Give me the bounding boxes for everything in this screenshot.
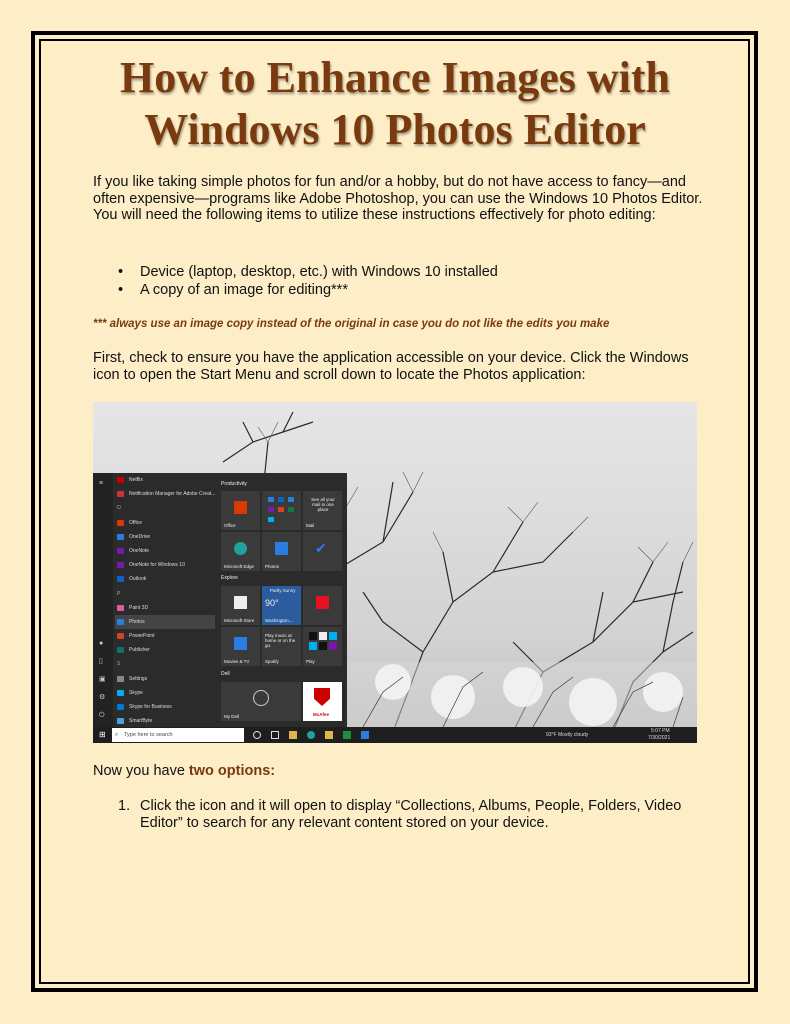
app-icon: [117, 562, 124, 568]
edge-taskbar-icon[interactable]: [307, 731, 315, 739]
windows-start-icon[interactable]: ⊞: [99, 730, 106, 739]
app-label: Skype for Business: [129, 704, 172, 710]
app-icon: [117, 704, 124, 710]
taskbar: [93, 727, 697, 743]
app-icon: [117, 633, 124, 639]
taskbar-time[interactable]: 5:07 PM: [651, 728, 670, 734]
mail-tile-text: See all your mail in one place: [311, 497, 335, 512]
app-label: OneDrive: [129, 533, 151, 540]
tile-label: Movies & TV: [224, 659, 250, 664]
office-apps-tile[interactable]: [262, 491, 301, 530]
play-tile[interactable]: [303, 627, 342, 666]
folder-icon[interactable]: [325, 731, 333, 739]
edge-tile[interactable]: [221, 532, 260, 571]
taskbar-search[interactable]: [112, 728, 244, 742]
app-list: [115, 473, 215, 728]
search-icon: ⌕: [115, 732, 119, 738]
weather-condition: Partly Sunny: [270, 588, 296, 593]
office-icon: [234, 501, 247, 514]
tile-label: Microsoft Edge: [224, 564, 255, 569]
app-list-item[interactable]: [115, 615, 215, 629]
task-view-icon[interactable]: [271, 731, 279, 739]
app-list-item[interactable]: [115, 473, 215, 487]
tile-label: My Dell: [224, 714, 240, 719]
word-icon[interactable]: [361, 731, 369, 739]
search-placeholder: Type here to search: [124, 732, 173, 738]
weather-tile[interactable]: [262, 586, 301, 625]
step-text: Click the icon and it will open to display “Collections, Albums, People, Folders, Video Editor” to search for any relevant content stored on your device.: [140, 798, 682, 831]
intro-paragraph: If you like taking simple photos for fun and/or a hobby, but do not have access to fancy—and often expensive—programs like Adobe Photoshop, you can use the Windows 10 Photos Editor. You will need the following items to utilize these instructions effectively for photo editing:: [93, 174, 703, 223]
options-prefix: Now you have: [93, 763, 189, 779]
app-list-item[interactable]: [115, 572, 215, 586]
app-label: Office: [129, 519, 142, 526]
news-tile[interactable]: [303, 586, 342, 625]
list-item: [118, 798, 698, 831]
hamburger-icon[interactable]: ≡: [99, 480, 104, 487]
group-label: Productivity: [221, 481, 247, 487]
dell-logo-icon: [253, 690, 269, 706]
copy-note: *** always use an image copy instead of the original in case you do not like the edits you make: [93, 318, 610, 330]
excel-icon[interactable]: [343, 731, 351, 739]
app-label: OneNote: [129, 547, 150, 554]
app-list-item[interactable]: [115, 686, 215, 700]
tile-label: Washington,...: [265, 618, 294, 623]
news-icon: [316, 596, 329, 609]
app-icon: [117, 690, 124, 696]
options-intro: [93, 763, 275, 779]
start-rail: [93, 473, 113, 727]
app-list-item[interactable]: [115, 516, 215, 530]
tile-label: Photos: [265, 564, 280, 569]
app-icon: [117, 718, 124, 724]
page-title: How to Enhance Images with Windows 10 Photos Editor: [119, 53, 671, 154]
settings-icon[interactable]: ⚙: [99, 694, 106, 701]
tile-label: Microsoft Store: [224, 618, 255, 623]
documents-icon[interactable]: ▯: [99, 658, 103, 665]
app-list-item[interactable]: [115, 672, 215, 686]
app-list-item[interactable]: [115, 700, 215, 714]
app-list-letter[interactable]: [115, 587, 215, 601]
app-list-item[interactable]: [115, 643, 215, 657]
app-icon: [117, 491, 124, 497]
pictures-icon[interactable]: ▣: [99, 676, 106, 683]
app-label: S: [117, 661, 121, 668]
spotify-tile-text: Play music at home or on the go.: [265, 633, 296, 648]
taskbar-date[interactable]: 7/30/2021: [648, 735, 671, 741]
taskbar-weather[interactable]: 93°F Mostly cloudy: [546, 732, 589, 738]
spotify-tile[interactable]: [262, 627, 301, 666]
app-label: OneNote for Windows 10: [129, 562, 185, 569]
app-label: Photos: [129, 618, 145, 625]
avatar-icon[interactable]: ●: [99, 640, 104, 647]
store-icon: [234, 596, 247, 609]
app-label: Skype: [129, 689, 143, 696]
tile-label: Spotify: [265, 659, 279, 664]
mail-tile[interactable]: [303, 491, 342, 530]
app-icon: [117, 534, 124, 540]
first-step-paragraph: First, check to ensure you have the application accessible on your device. Click the Windows icon to open the Start Menu and scroll down to locate the Photos application:: [93, 350, 689, 383]
office-tile[interactable]: [221, 491, 260, 530]
edge-icon: [234, 542, 247, 555]
list-item: • Device (laptop, desktop, etc.) with Windows 10 installed: [118, 263, 498, 281]
app-label: Outlook: [129, 576, 147, 583]
movies-tile[interactable]: [221, 627, 260, 666]
cortana-icon[interactable]: [253, 731, 261, 739]
start-menu: [93, 473, 347, 727]
store-tile[interactable]: [221, 586, 260, 625]
photos-tile[interactable]: [262, 532, 301, 571]
start-menu-screenshot: [93, 402, 697, 743]
power-icon[interactable]: ⏻: [99, 712, 105, 719]
group-label: Dell: [221, 671, 230, 677]
play-apps-icon: [305, 629, 340, 654]
app-icon: [117, 520, 124, 526]
group-label: Explore: [221, 575, 238, 581]
checkmark-icon: ✔: [315, 540, 327, 556]
requirements-list: [118, 263, 498, 299]
app-list-letter[interactable]: [115, 657, 215, 671]
options-highlight: two options:: [188, 763, 276, 779]
app-icon: [117, 576, 124, 582]
app-label: SmartByte: [129, 718, 153, 725]
mcafee-shield-icon: [314, 688, 330, 706]
office-apps-icon: [264, 493, 299, 528]
weather-temp: 90°: [265, 598, 279, 608]
tile-label: Play: [306, 659, 315, 664]
app-list-item[interactable]: [115, 558, 215, 572]
app-list-item[interactable]: [115, 487, 215, 501]
mcafee-tile[interactable]: [303, 682, 342, 721]
app-icon: [117, 647, 124, 653]
app-icon: [117, 619, 124, 625]
movies-icon: [234, 637, 247, 650]
photos-icon: [275, 542, 288, 555]
options-list: [118, 798, 698, 831]
app-list-item[interactable]: [115, 601, 215, 615]
tile-label: Office: [224, 523, 236, 528]
app-icon: [117, 477, 124, 483]
app-label: Publisher: [129, 647, 150, 654]
list-item: • A copy of an image for editing***: [118, 281, 498, 299]
explorer-icon[interactable]: [289, 731, 297, 739]
mydell-tile[interactable]: [221, 682, 301, 721]
app-label: Netflix: [129, 477, 143, 483]
app-label: O: [117, 505, 121, 512]
todo-tile[interactable]: [303, 532, 342, 571]
step-number: 1.: [118, 798, 131, 814]
app-label: P: [117, 590, 121, 597]
app-label: Settings: [129, 675, 148, 682]
tile-label: Mail: [306, 523, 315, 528]
app-icon: [117, 605, 124, 611]
app-list-letter[interactable]: [115, 501, 215, 515]
app-list-item[interactable]: [115, 544, 215, 558]
app-list-item[interactable]: [115, 629, 215, 643]
app-label: PowerPoint: [129, 633, 155, 640]
app-list-item[interactable]: [115, 530, 215, 544]
app-icon: [117, 676, 124, 682]
app-label: Notification Manager for Adobe Creat...: [129, 491, 215, 498]
app-icon: [117, 548, 124, 554]
tile-label: McAfee: [313, 712, 330, 717]
app-label: Paint 3D: [129, 604, 149, 611]
